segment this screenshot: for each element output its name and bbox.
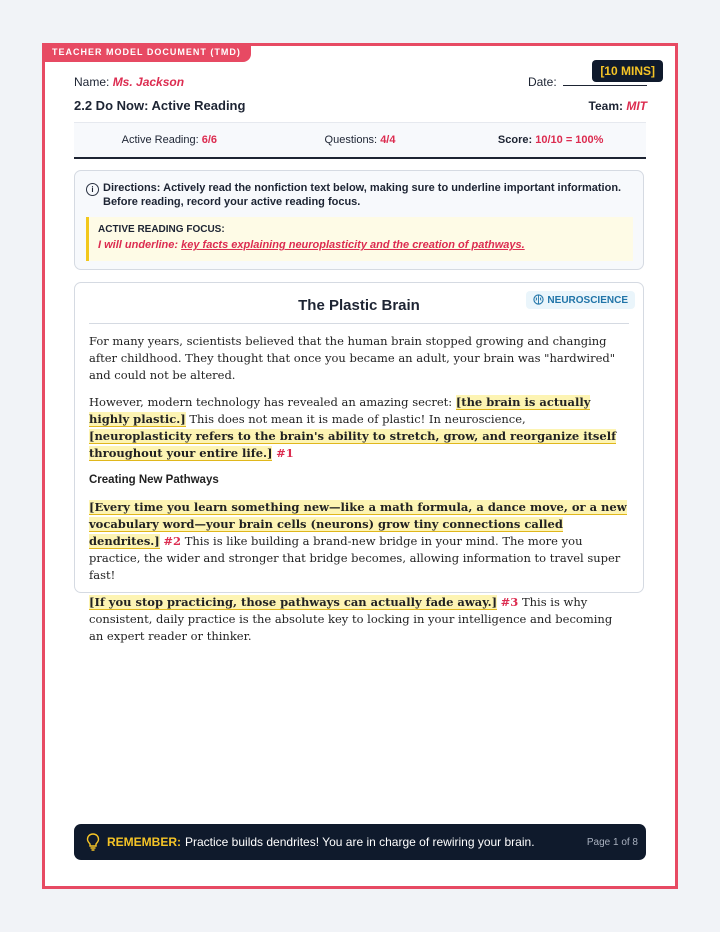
directions-body: Actively read the nonfiction text below, making sure to underline important information. Before reading, record your active reading focus. — [103, 182, 622, 208]
team-label: Team: — [588, 99, 623, 113]
reminder-footer — [74, 824, 646, 860]
topic-badge-label: NEUROSCIENCE — [547, 295, 628, 306]
text-span: However, modern technology has revealed an amazing secret: — [89, 395, 453, 409]
reading-passage — [74, 282, 644, 643]
team-value: MIT — [626, 99, 647, 113]
directions-box — [74, 170, 644, 270]
focus-value: key facts explaining neuroplasticity and the creation of pathways. — [181, 239, 525, 251]
timer-badge: [10 MINS] — [592, 60, 663, 82]
brain-icon — [533, 294, 544, 305]
remember-label: REMEMBER: — [107, 835, 181, 849]
name-field — [74, 75, 184, 89]
paragraph — [89, 394, 629, 462]
focus-text — [98, 239, 633, 251]
lightbulb-icon — [86, 833, 100, 851]
stat-value: 6/6 — [201, 134, 218, 146]
text-span: This is like building a brand-new bridge in your mind. The more you practice, the wider and stronger that bridge becomes, allowing information to travel super fast! — [89, 534, 621, 582]
score-bar — [74, 122, 646, 159]
passage-title: The Plastic Brain — [298, 297, 420, 314]
stat-label: Score: — [497, 134, 533, 146]
stat-label: Questions: — [324, 134, 378, 146]
highlighted-text: [If you stop practicing, those pathways can actually fade away.] — [89, 595, 498, 609]
name-value: Ms. Jackson — [112, 75, 185, 89]
info-icon: i — [86, 183, 99, 196]
highlighted-text: [Every time you learn something new—like a math formula, a dance move, or a new vocabulary word—your brain cells (neurons) grow tiny connections called dendrites.] — [89, 500, 627, 548]
stat-label: Active Reading: — [121, 134, 199, 146]
section-subheading: Creating New Pathways — [89, 474, 219, 486]
active-reading-focus — [86, 217, 633, 261]
team-field — [589, 99, 647, 113]
directions-label: Directions: — [103, 182, 161, 194]
text-span: This is why consistent, daily practice is the absolute key to locking in your intelligence and becoming an expert reader or thinker. — [89, 595, 613, 643]
annotation-number: #3 — [500, 595, 519, 609]
remember-message: Practice builds dendrites! You are in charge of rewiring your brain. — [185, 835, 535, 849]
document-sheet — [42, 43, 678, 889]
paragraph: For many years, scientists believed that the human brain stopped growing and changing after childhood. They thought that once you became an adult, your brain was "hardwired" and could not be altered. — [89, 334, 616, 382]
stat-value: 10/10 = 100% — [535, 134, 604, 146]
stat-value: 4/4 — [380, 134, 396, 146]
page-number: Page 1 of 8 — [586, 836, 638, 848]
passage-body — [89, 333, 629, 655]
page-title: 2.2 Do Now: Active Reading — [74, 98, 246, 113]
paragraph — [89, 499, 629, 584]
annotation-number: #1 — [276, 446, 294, 460]
stat-score — [455, 134, 646, 146]
date-line[interactable] — [563, 75, 647, 86]
topic-badge — [526, 291, 635, 309]
highlighted-text: [the brain is actually highly plastic.] — [89, 395, 591, 426]
name-label: Name: — [74, 75, 110, 89]
directions-text — [103, 181, 633, 209]
tmd-tab: TEACHER MODEL DOCUMENT (TMD) — [42, 43, 251, 62]
focus-label: ACTIVE READING FOCUS: — [98, 224, 225, 235]
annotation-number: #2 — [163, 534, 182, 548]
title-divider — [89, 323, 629, 324]
highlighted-text: [neuroplasticity refers to the brain's ability to stretch, grow, and reorganize itself throughout your entire life.] — [89, 429, 617, 460]
stat-questions — [265, 134, 456, 146]
date-label: Date: — [527, 75, 557, 89]
paragraph — [89, 594, 629, 645]
text-span: This does not mean it is made of plastic! In neuroscience, — [189, 412, 526, 426]
focus-prefix: I will underline: — [98, 239, 179, 251]
date-field — [528, 75, 647, 89]
stat-active-reading — [74, 134, 265, 146]
